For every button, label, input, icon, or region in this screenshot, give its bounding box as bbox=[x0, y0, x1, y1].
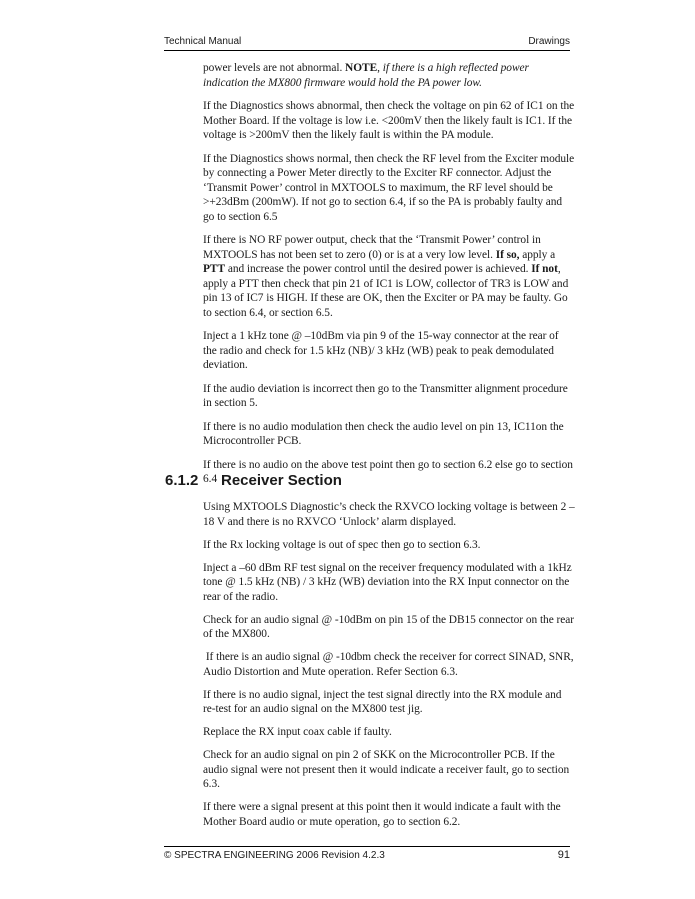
note-text: if there is a high reflected power indication the MX800 firmware would hold the PA power low. bbox=[203, 62, 529, 89]
page-number: 91 bbox=[557, 849, 570, 861]
page-header bbox=[164, 36, 570, 51]
paragraph bbox=[203, 61, 575, 90]
text-run: , bbox=[377, 62, 383, 74]
paragraph: If the Diagnostics shows normal, then check the RF level from the Exciter module by connecting a Power Meter directly to the Exciter RF connector. Adjust the ‘Transmit Power’ control in MXTOOLS to maximum, the RF level should be >+23dBm (200mW). If not go to section 6.4, if so the PA is probably faulty and go to section 6.5 bbox=[203, 152, 575, 223]
paragraph: If there were a signal present at this point then it would indicate a fault with the Mother Board audio or mute operation, go to section 6.2. bbox=[203, 801, 561, 828]
text-run: If there is NO RF power output, check that the ‘Transmit Power’ control in MXTOOLS has not been set to zero (0) or is at a very low level. bbox=[203, 234, 541, 261]
paragraph: If there is no audio signal, inject the test signal directly into the RX module and re-test for an audio signal on the MX800 test jig. bbox=[203, 688, 562, 715]
paragraph: Inject a –60 dBm RF test signal on the receiver frequency modulated with a 1kHz tone @ 1.5 kHz (NB) / 3 kHz (WB) deviation into the RX Input connector on the rear of the radio. bbox=[203, 561, 572, 603]
paragraph: If there is no audio on the above test point then go to section 6.2 else go to section 6.4 bbox=[203, 458, 573, 485]
note-label: NOTE bbox=[345, 62, 378, 74]
bold-run: If so, bbox=[495, 248, 520, 261]
text-run: and increase the power control until the desired power is achieved. bbox=[225, 263, 532, 275]
header-section: Drawings bbox=[528, 36, 570, 47]
paragraph: Replace the RX input coax cable if faulty. bbox=[203, 726, 392, 738]
transmitter-text bbox=[203, 61, 575, 496]
header-title: Technical Manual bbox=[164, 36, 242, 47]
paragraph: If the Diagnostics shows abnormal, then check the voltage on pin 62 of IC1 on the Mother Board. If the voltage is low i.e. <200mV then the likely fault is IC1. If the voltage is >200mV then the likely fault is within the PA module. bbox=[203, 100, 575, 141]
paragraph: Using MXTOOLS Diagnostic’s check the RXVCO locking voltage is between 2 – 18 V and there is no RXVCO ‘Unlock’ alarm displayed. bbox=[203, 501, 575, 528]
paragraph: Inject a 1 kHz tone @ –10dBm via pin 9 of the 15-way connector at the rear of the radio and check for 1.5 kHz (NB)/ 3 kHz (WB) peak to peak demodulated deviation. bbox=[203, 330, 559, 371]
paragraph: If the audio deviation is incorrect then go to the Transmitter alignment procedure in section 5. bbox=[203, 382, 568, 409]
receiver-text bbox=[203, 500, 575, 838]
section-heading bbox=[165, 472, 342, 489]
paragraph: Check for an audio signal on pin 2 of SKK on the Microcontroller PCB. If the audio signal were not present then it would indicate a receiver fault, go to section 6.3. bbox=[203, 749, 570, 790]
paragraph bbox=[203, 233, 575, 320]
paragraph: Check for an audio signal @ -10dBm on pin 15 of the DB15 connector on the rear of the MX800. bbox=[203, 613, 575, 640]
paragraph: If the Rx locking voltage is out of spec then go to section 6.3. bbox=[203, 538, 481, 551]
page-footer bbox=[164, 846, 570, 861]
copyright: © SPECTRA ENGINEERING 2006 Revision 4.2.3 bbox=[164, 850, 385, 861]
paragraph: If there is an audio signal @ -10dbm check the receiver for correct SINAD, SNR, Audio Distortion and Mute operation. Refer Section 6.3. bbox=[203, 651, 576, 678]
section-number: 6.1.2 bbox=[165, 472, 199, 489]
text-run: , apply a PTT then check that pin 21 of IC1 is LOW, collector of TR3 is LOW and pin 13 of IC7 is HIGH. If these are OK, then the Exciter or PA may be faulty. Go to section 6.4, or section 6.5. bbox=[203, 263, 569, 319]
section-title: Receiver Section bbox=[221, 472, 342, 489]
text-run: apply a bbox=[519, 248, 556, 261]
text-run: power levels are not abnormal. bbox=[203, 62, 346, 74]
paragraph: If there is no audio modulation then check the audio level on pin 13, IC11on the Microcontroller PCB. bbox=[203, 420, 564, 447]
bold-run: If not bbox=[531, 263, 558, 275]
bold-run: PTT bbox=[203, 263, 226, 275]
